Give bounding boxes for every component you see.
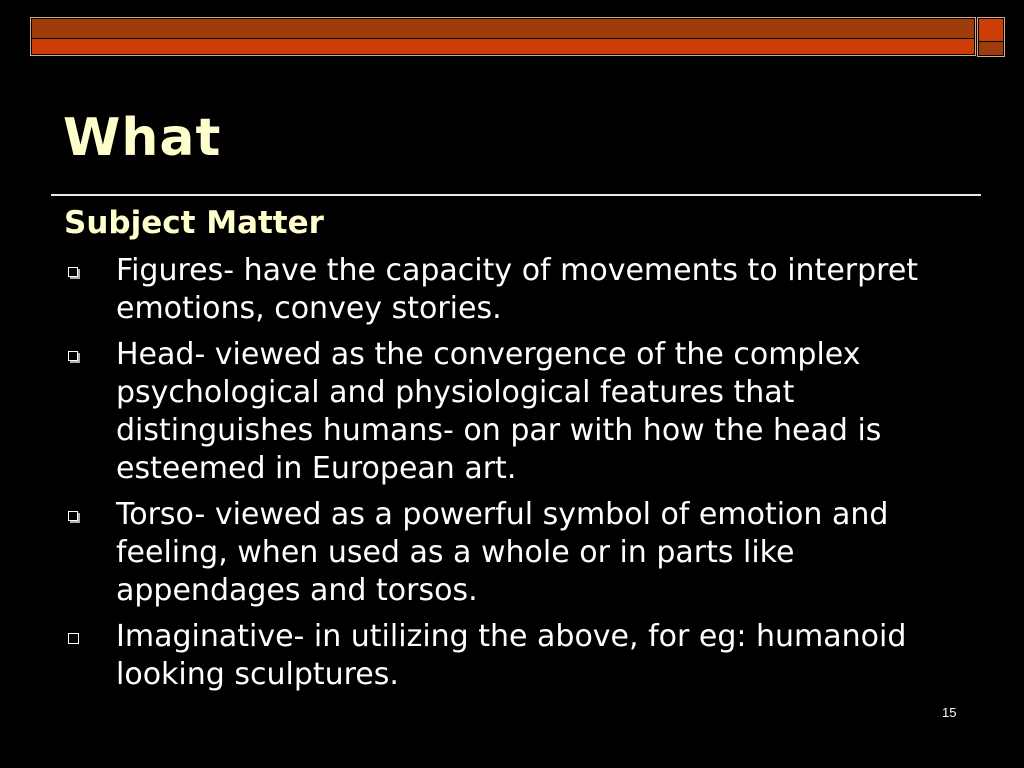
corner-square-dark [979, 42, 1003, 55]
subheading: Subject Matter [64, 205, 324, 241]
header-stripe-dark [32, 19, 974, 38]
square-bullet-icon [68, 351, 78, 361]
list-item [64, 496, 984, 610]
square-bullet-icon [68, 267, 78, 277]
page-number: 15 [942, 705, 957, 720]
list-item [64, 336, 984, 488]
square-outline-bullet-icon [68, 633, 79, 644]
list-item [64, 252, 984, 328]
square-bullet-icon [68, 511, 78, 521]
list-item [64, 618, 984, 694]
bullet-text: Imaginative- in utilizing the above, for eg: humanoid looking sculptures. [116, 619, 907, 692]
title-divider [51, 194, 981, 196]
header-decorative-bar [30, 17, 976, 56]
header-corner-square [977, 17, 1005, 57]
bullet-text: Figures- have the capacity of movements to interpret emotions, convey stories. [116, 253, 919, 326]
slide-title: What [63, 108, 222, 168]
corner-square-bright [979, 19, 1003, 41]
bullet-list [64, 252, 984, 702]
bullet-text: Head- viewed as the convergence of the complex psychological and physiological features that distinguishes humans- on par with how the head is esteemed in European art. [116, 337, 882, 486]
bullet-text: Torso- viewed as a powerful symbol of emotion and feeling, when used as a whole or in parts like appendages and torsos. [116, 497, 889, 608]
header-stripe-bright [32, 39, 974, 54]
